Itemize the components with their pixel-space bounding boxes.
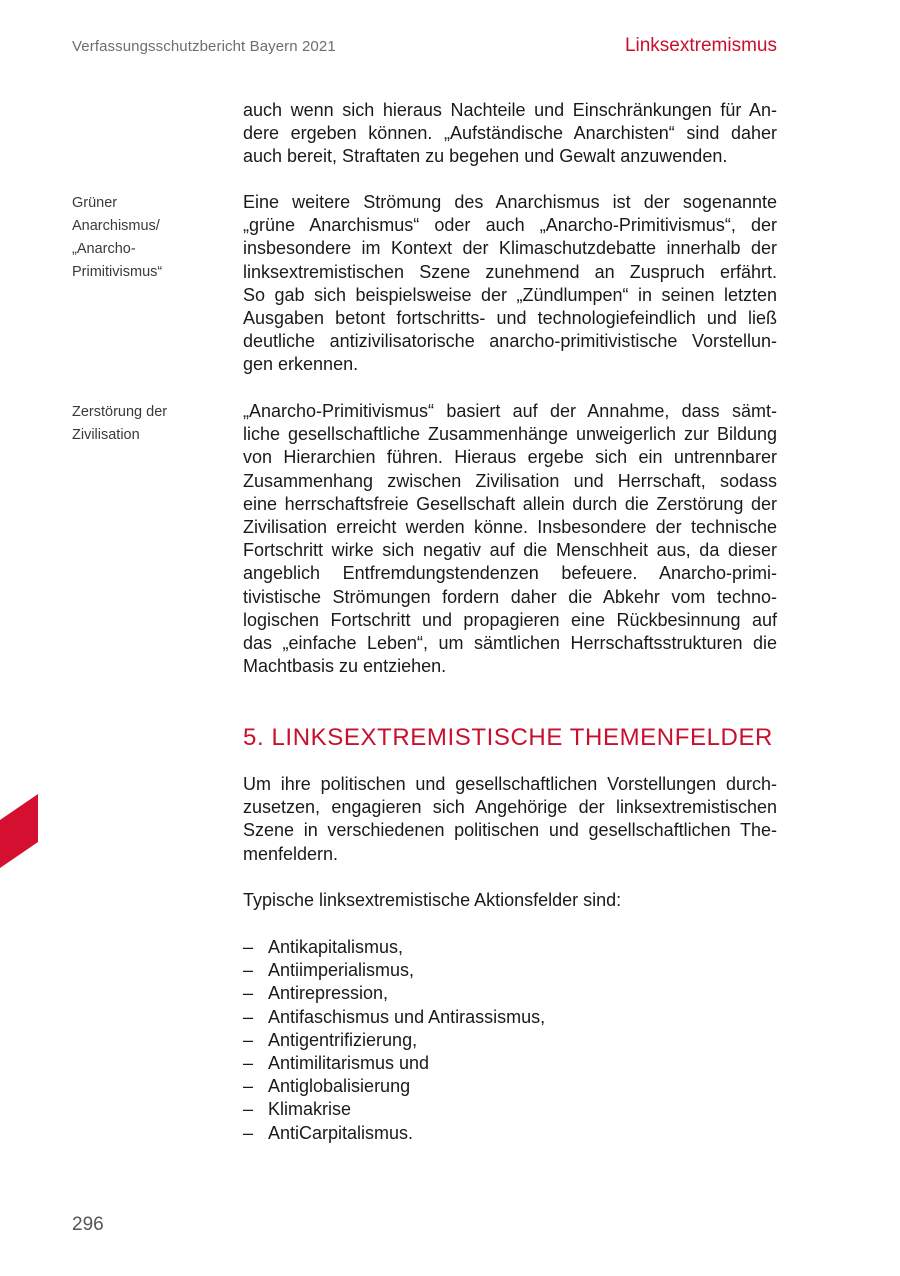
text-line: dere ergeben können. „Aufständische Anarchisten“ sind daher [243,123,777,144]
list-item [243,1122,545,1145]
paragraph-insurrectionary-anarchists [243,99,777,169]
paragraph-green-anarchism [243,191,777,377]
list-item-text: Antiglobalisierung [268,1076,411,1097]
text-line: Zusammenhang zwischen Zivilisation und Herrschaft, sodass [243,470,777,491]
list-item-text: Antifaschismus und Antirassismus, [268,1006,546,1027]
text-line: Ausgaben betont fortschritts- und technologiefeindlich und ließ [243,307,777,328]
text-line: deutliche antizivilisatorische anarcho-primitivistische Vorstellun- [243,331,777,352]
text-line: linksextremistischen Szene zunehmend an Zuspruch erfährt. [243,261,777,282]
margin-note-line: „Anarcho- [72,241,136,257]
list-item [243,1098,545,1121]
dash-bullet-icon: – [243,1122,254,1143]
text-line: „Anarcho-Primitivismus“ basiert auf der Annahme, dass sämt- [243,401,777,421]
text-line: auch wenn sich hieraus Nachteile und Einschränkungen für An- [243,100,777,120]
text-line: menfeldern. [243,843,339,864]
text-line: Um ihre politischen und gesellschaftlichen Vorstellungen durch- [243,774,777,794]
text-line: Szene in verschiedenen politischen und gesellschaftlichen The- [243,820,777,841]
paragraph-themes-intro [243,773,777,866]
margin-note-green-anarchism [72,192,162,284]
list-item-text: Antimilitarismus und [268,1052,430,1073]
text-line: auch bereit, Straftaten zu begehen und Gewalt anzuwenden. [243,146,728,167]
dash-bullet-icon: – [243,960,254,981]
paragraph-anarcho-primitivism [243,400,777,678]
margin-note-line: Primitivismus“ [72,264,163,280]
list-item [243,1006,545,1029]
list-item-text: Klimakrise [268,1099,352,1120]
text-line: zusetzen, engagieren sich Angehörige der linksextremistischen [243,797,777,818]
margin-note-destruction-civilisation [72,401,167,447]
dash-bullet-icon: – [243,937,254,957]
margin-note-line: Anarchismus/ [72,218,160,234]
dash-bullet-icon: – [243,1052,254,1073]
chapter-title: Linksextremismus [624,35,777,56]
chapter-accent-tab [0,794,38,868]
text-line: liche gesellschaftliche Zusammenhänge unweigerlich zur Bildung [243,424,777,445]
page-number: 296 [72,1214,104,1235]
text-line: Eine weitere Strömung des Anarchismus ist der sogenannte [243,192,777,212]
margin-note-line: Zivilisation [72,427,140,443]
list-item [243,1075,545,1098]
dash-bullet-icon: – [243,1029,254,1050]
text-line: Machtbasis zu entziehen. [243,656,447,677]
dash-bullet-icon: – [243,1099,254,1120]
text-line: angeblich Entfremdungstendenzen befeuere. Anarcho-primi- [243,563,777,584]
list-item [243,1052,545,1075]
text-line: das „einfache Leben“, um sämtlichen Herrschaftsstrukturen die [243,632,777,653]
publication-title: Verfassungsschutzbericht Bayern 2021 [72,38,336,55]
list-item-text: AntiCarpitalismus. [268,1122,414,1143]
list-item [243,936,545,959]
list-item [243,959,545,982]
text-line: logischen Fortschritt und propagieren eine Rückbesinnung auf [243,609,777,630]
margin-note-line: Grüner [72,195,118,211]
text-line: Typische linksextremistische Aktionsfelder sind: [243,890,622,910]
dash-bullet-icon: – [243,983,254,1004]
text-line: eine herrschaftsfreie Gesellschaft allein durch die Zerstörung der [243,493,777,514]
text-line: von Hierarchien führen. Hieraus ergebe sich ein untrennbarer [243,447,777,468]
text-line: Zivilisation erreicht werden könne. Insbesondere der technische [243,516,777,537]
section-heading: 5. LINKSEXTREMISTISCHE THEMENFELDER [243,724,773,751]
dash-bullet-icon: – [243,1076,254,1097]
margin-note-line: Zerstörung der [72,404,168,420]
list-item [243,1029,545,1052]
text-line: tivistische Strömungen fordern daher die Abkehr vom techno- [243,586,777,607]
text-line: So gab sich beispielsweise der „Zündlumpen“ in seinen letzten [243,284,777,305]
text-line: gen erkennen. [243,354,359,375]
text-line: „grüne Anarchismus“ oder auch „Anarcho-Primitivismus“, der [243,215,777,236]
dash-bullet-icon: – [243,1006,254,1027]
list-item-text: Antigentrifizierung, [268,1029,418,1050]
list-item-text: Antikapitalismus, [268,937,404,957]
list-item [243,982,545,1005]
list-item-text: Antirepression, [268,983,389,1004]
list-item-text: Antiimperialismus, [268,960,415,981]
text-line: insbesondere im Kontext der Klimaschutzdebatte innerhalb der [243,238,777,259]
action-fields-list [243,936,545,1145]
text-line: Fortschritt wirke sich negativ auf die Menschheit aus, da dieser [243,540,777,561]
paragraph-list-intro [243,889,777,912]
